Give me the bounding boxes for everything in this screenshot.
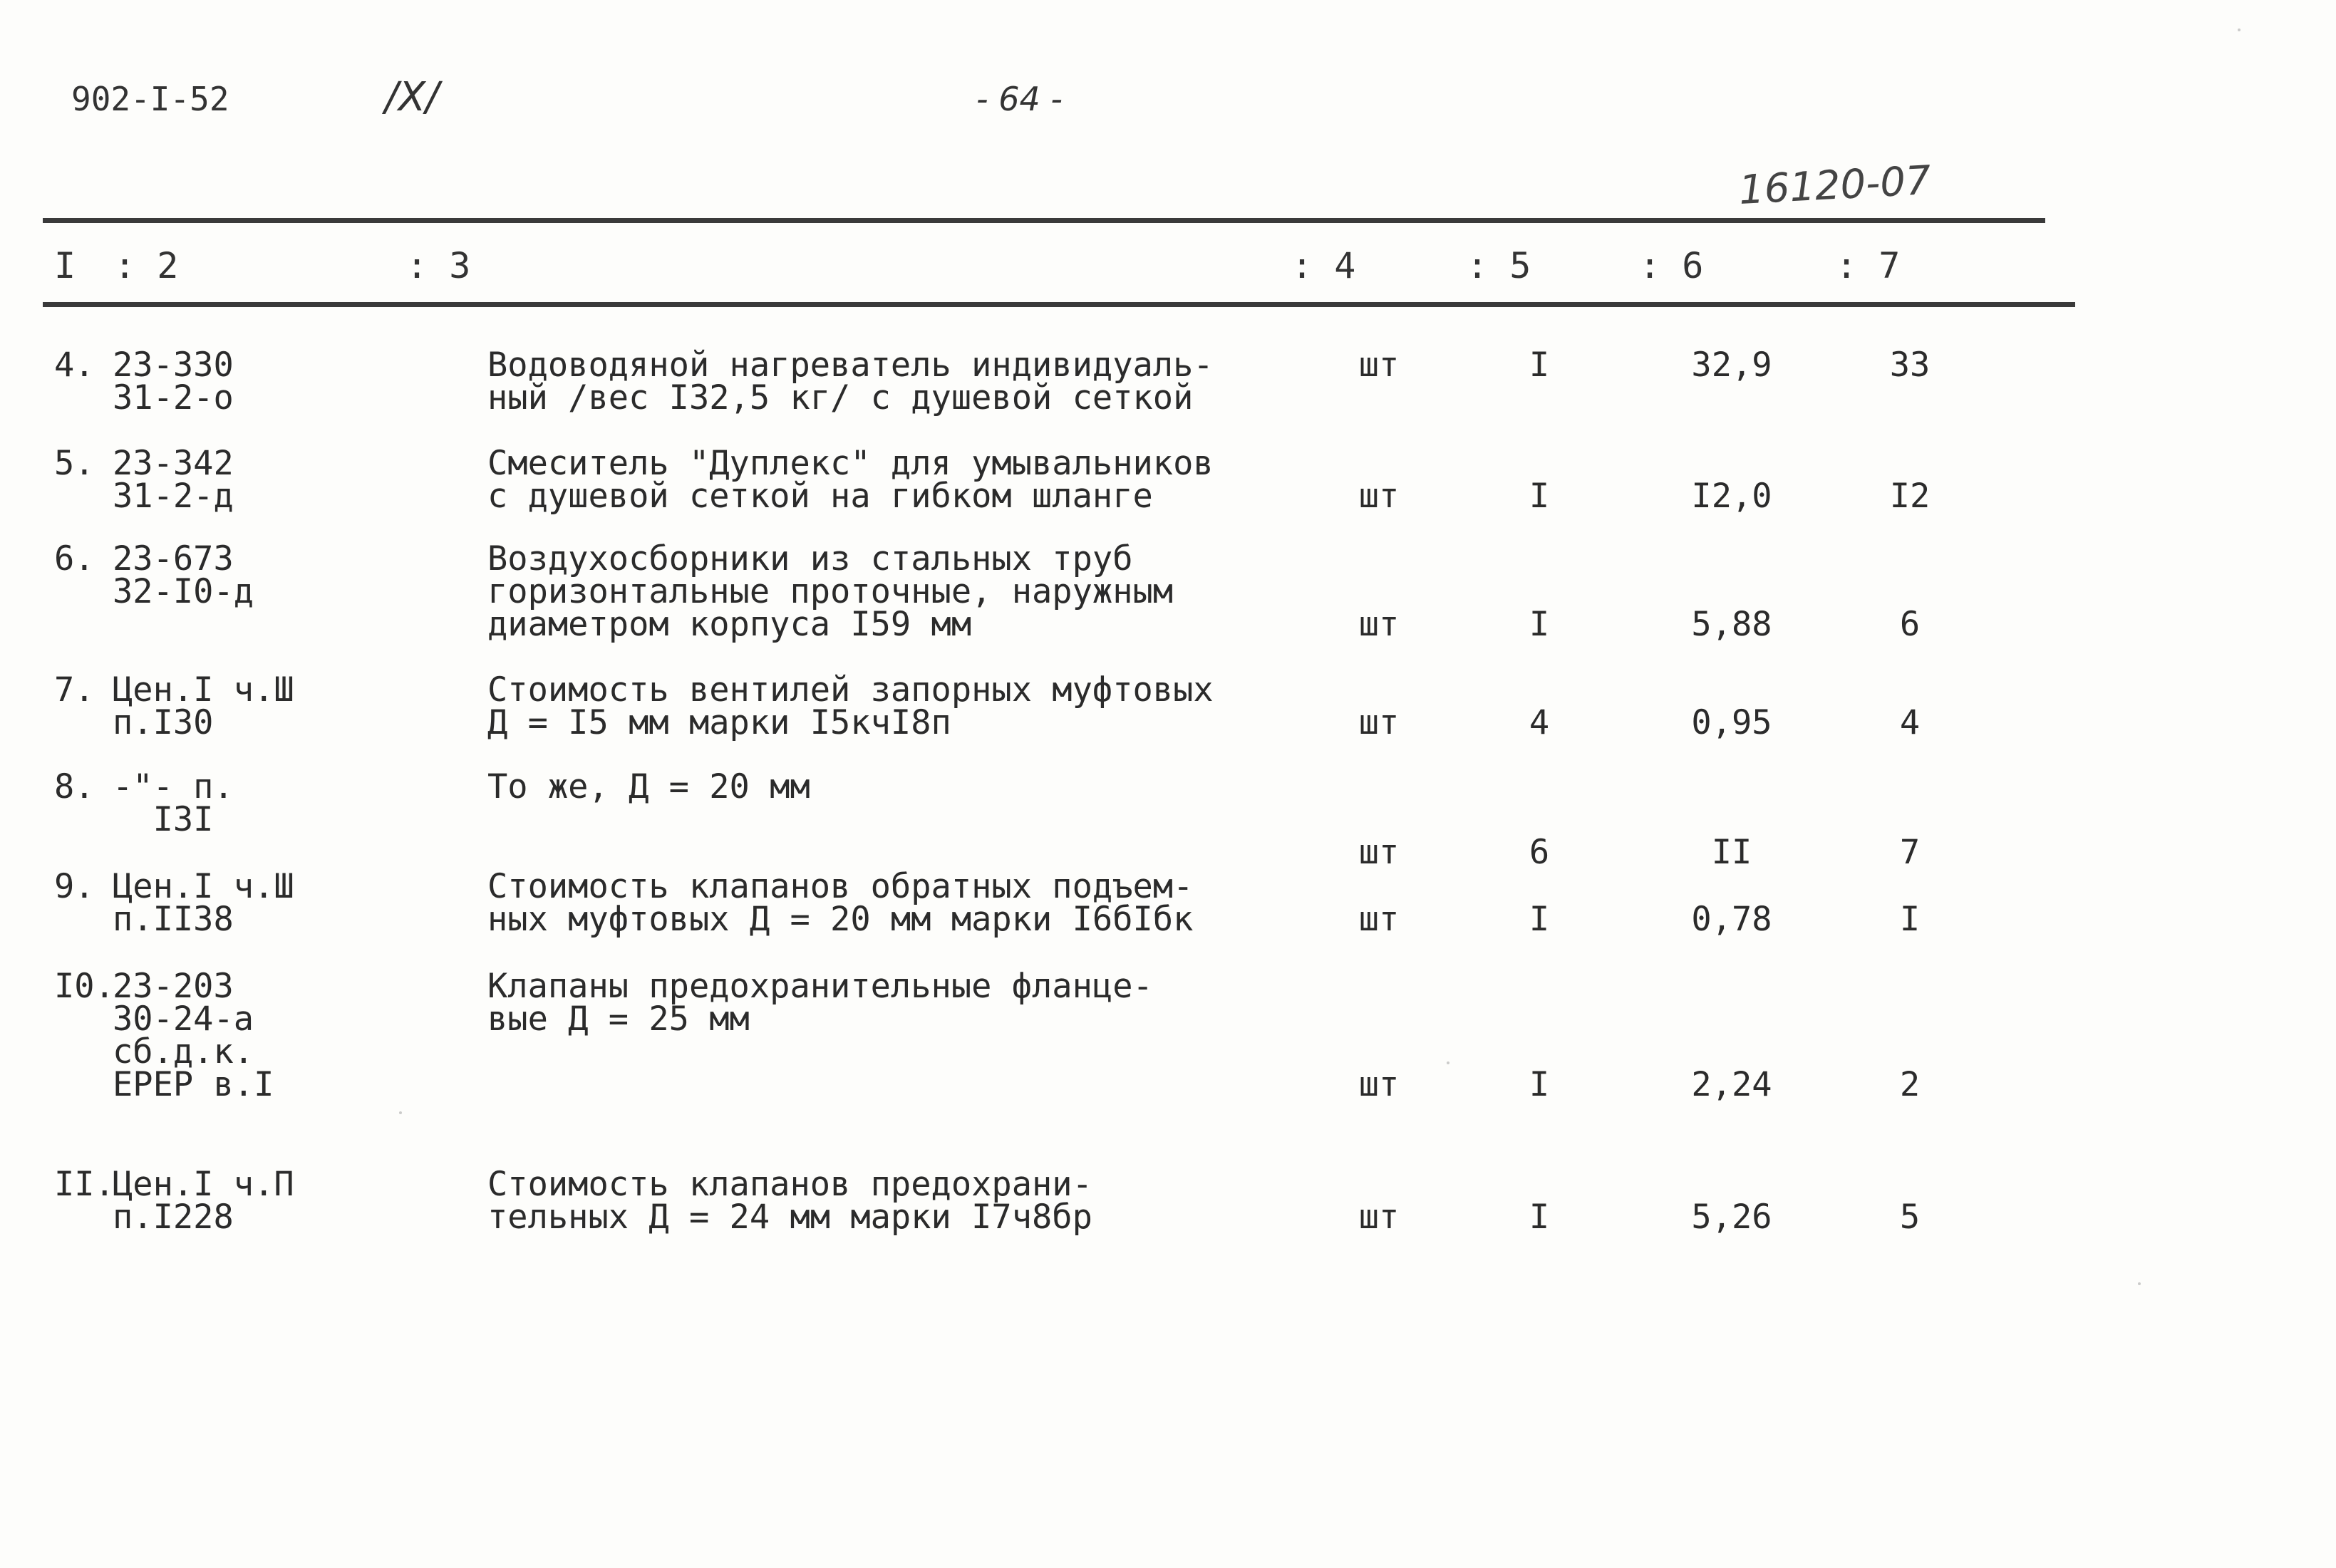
table-top-rule bbox=[43, 218, 2045, 223]
row-unit: шт bbox=[1358, 703, 1400, 742]
row-total: 2 bbox=[1899, 1065, 1921, 1104]
row-unit: шт bbox=[1358, 477, 1400, 516]
row-quantity: I bbox=[1529, 1065, 1550, 1104]
row-price: I2,0 bbox=[1691, 477, 1772, 516]
row-quantity: I bbox=[1529, 346, 1550, 385]
row-number: 5. bbox=[54, 444, 95, 483]
page-number: - 64 - bbox=[976, 80, 1063, 118]
document-code: 902-I-52 bbox=[71, 80, 229, 118]
column-header-3: : 3 bbox=[406, 245, 471, 286]
column-header-7: : 7 bbox=[1836, 245, 1901, 286]
column-header-2: : 2 bbox=[114, 245, 179, 286]
row-price: 5,26 bbox=[1691, 1198, 1772, 1237]
row-code: 23-203 30-24-а сб.д.к. ЕРЕР в.I bbox=[113, 967, 274, 1104]
row-name: Клапаны предохранительные фланце- вые Д = 25 мм bbox=[487, 967, 1153, 1039]
row-number: II. bbox=[54, 1165, 115, 1204]
scan-speck bbox=[1447, 1061, 1449, 1064]
row-unit: шт bbox=[1358, 1198, 1400, 1237]
row-price: 0,95 bbox=[1691, 703, 1772, 742]
row-price: 5,88 bbox=[1691, 605, 1772, 644]
row-code: Цен.I ч.Ш п.I30 bbox=[113, 670, 294, 742]
row-total: 5 bbox=[1899, 1198, 1921, 1237]
row-number: 7. bbox=[54, 670, 95, 710]
row-name: Стоимость клапанов предохрани- тельных Д = 24 мм марки I7ч8бр bbox=[487, 1165, 1092, 1237]
row-name: То же, Д = 20 мм bbox=[487, 767, 810, 806]
row-name: Водоводяной нагреватель индивидуаль- ный /вес I32,5 кг/ с душевой сеткой bbox=[487, 346, 1214, 417]
archive-number: 16120-07 bbox=[1737, 157, 1933, 214]
scan-speck bbox=[2138, 1282, 2141, 1285]
row-quantity: I bbox=[1529, 900, 1550, 939]
row-code: Цен.I ч.Ш п.II38 bbox=[113, 867, 294, 939]
row-quantity: I bbox=[1529, 605, 1550, 644]
table-header-rule bbox=[43, 302, 2075, 307]
row-name: Стоимость вентилей запорных муфтовых Д = I5 мм марки I5кчI8п bbox=[487, 670, 1214, 742]
row-unit: шт bbox=[1358, 605, 1400, 644]
row-price: 0,78 bbox=[1691, 900, 1772, 939]
row-code: 23-342 31-2-д bbox=[113, 444, 234, 516]
row-unit: шт bbox=[1358, 900, 1400, 939]
row-code: 23-330 31-2-о bbox=[113, 346, 234, 417]
row-code: Цен.I ч.П п.I228 bbox=[113, 1165, 294, 1237]
row-total: I2 bbox=[1889, 477, 1931, 516]
row-number: I0. bbox=[54, 967, 115, 1006]
row-code: -"- п. I3I bbox=[113, 767, 234, 839]
row-total: 4 bbox=[1899, 703, 1921, 742]
scan-speck bbox=[2238, 28, 2241, 31]
column-header-5: : 5 bbox=[1467, 245, 1531, 286]
column-header-4: : 4 bbox=[1291, 245, 1356, 286]
row-total: 6 bbox=[1899, 605, 1921, 644]
row-unit: шт bbox=[1358, 1065, 1400, 1104]
column-header-1: I bbox=[54, 245, 76, 286]
scan-speck bbox=[399, 1111, 402, 1114]
column-header-6: : 6 bbox=[1639, 245, 1704, 286]
row-price: 2,24 bbox=[1691, 1065, 1772, 1104]
row-number: 9. bbox=[54, 867, 95, 906]
row-number: 6. bbox=[54, 539, 95, 578]
row-name: Воздухосборники из стальных труб горизонтальные проточные, наружным диаметром корпуса I59 мм bbox=[487, 539, 1174, 644]
row-quantity: 4 bbox=[1529, 703, 1550, 742]
row-quantity: 6 bbox=[1529, 833, 1550, 872]
row-unit: шт bbox=[1358, 346, 1400, 385]
row-quantity: I bbox=[1529, 477, 1550, 516]
row-total: I bbox=[1899, 900, 1921, 939]
row-name: Смеситель "Дуплекс" для умывальников с душевой сеткой на гибком шланге bbox=[487, 444, 1214, 516]
document-mark: /X/ bbox=[385, 74, 440, 120]
row-total: 33 bbox=[1889, 346, 1931, 385]
row-name: Стоимость клапанов обратных подъем- ных муфтовых Д = 20 мм марки I6бIбк bbox=[487, 867, 1194, 939]
row-number: 4. bbox=[54, 346, 95, 385]
row-quantity: I bbox=[1529, 1198, 1550, 1237]
row-unit: шт bbox=[1358, 833, 1400, 872]
row-total: 7 bbox=[1899, 833, 1921, 872]
row-number: 8. bbox=[54, 767, 95, 806]
row-code: 23-673 32-I0-д bbox=[113, 539, 254, 611]
row-price: II bbox=[1711, 833, 1752, 872]
row-price: 32,9 bbox=[1691, 346, 1772, 385]
